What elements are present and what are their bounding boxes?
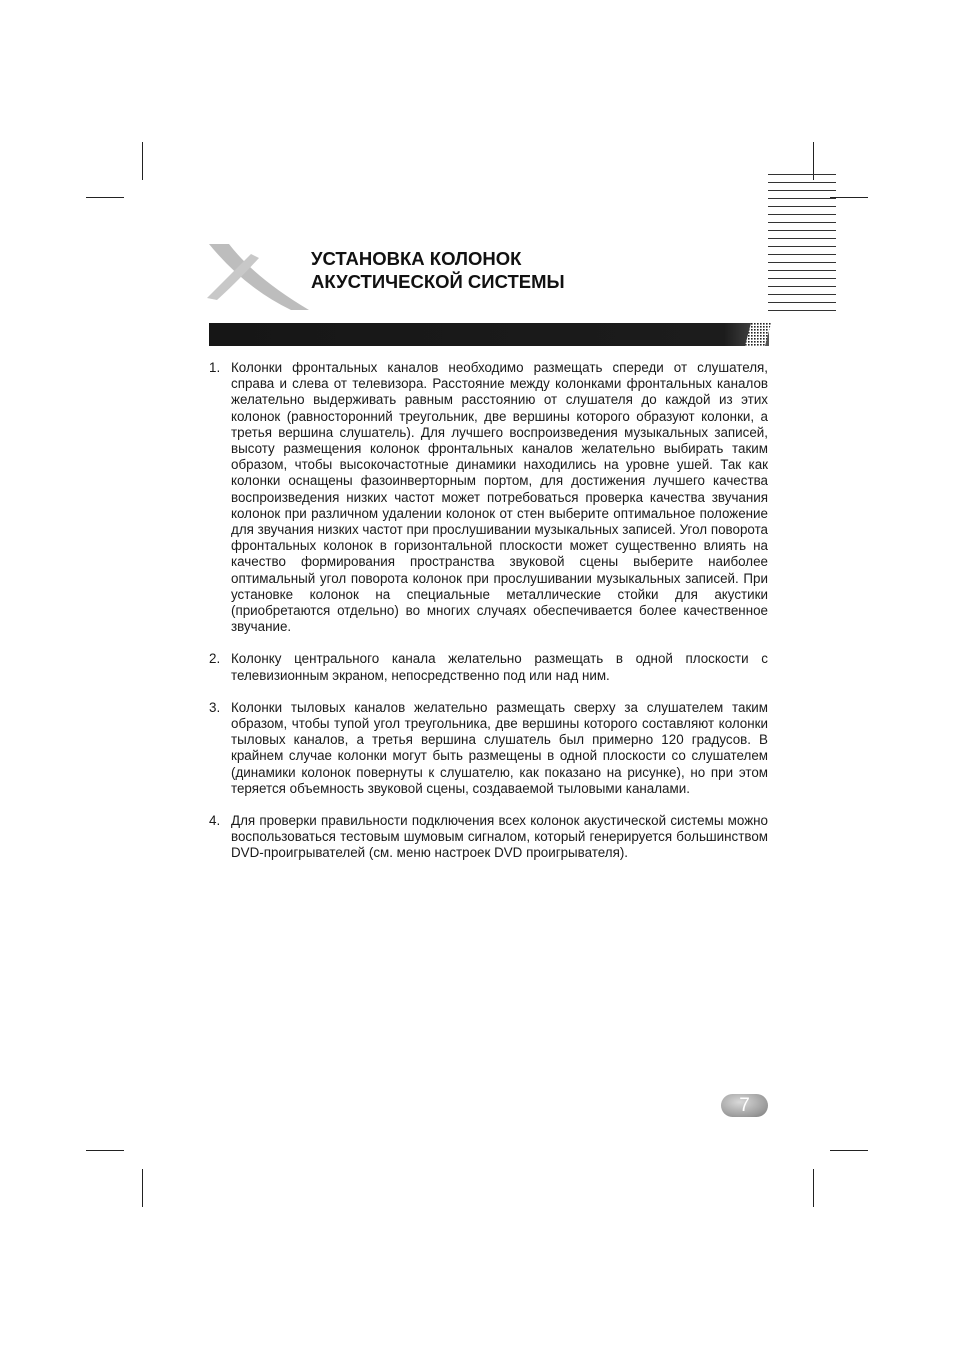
brand-x-logo <box>205 236 315 316</box>
crop-mark-top-left-horizontal <box>86 197 124 198</box>
page-title-line1: УСТАНОВКА КОЛОНОК <box>311 248 522 269</box>
crop-mark-bottom-right-horizontal <box>830 1150 868 1151</box>
page-number-badge: 7 <box>721 1094 768 1117</box>
page-title <box>311 247 565 293</box>
list-item-text: Колонки фронтальных каналов необходимо размещать спереди от слушателя, справа и слева от телевизора. Расстояние между колонками фронтальных каналов желательно выдерживать равным расстоянию от слушателя до каждой из этих колонок (равносторонний треугольник, две вершины которого образуют колонки, а третья вершина слушатель). Для лучшего воспроизведения музыкальных записей, высоту размещения колонок фронтальных каналов желательно выбирать таким образом, чтобы высокочастотные динамики находились на уровне ушей. Так как колонки оснащены фазоинверторным портом, для достижения лучшего качества воспроизведения низких частот может потребоваться проверка качества звучания колонок при различном удалении колонок от стен выберите оптимальное положение для звучания низких частот при прослушивании музыкальных записей. Угол поворота фронтальных колонок в горизонтальной плоскости может существенно влиять на качество формирования пространства звуковой сцены выберите наиболее оптимальный угол поворота колонок при прослушивании музыкальных записей. При установке колонок на специальные металлические стойки для акустики (приобретаются отдельно) во многих случаях обеспечивается более качественное звучание. <box>231 360 768 635</box>
header-bar-hatch <box>745 323 771 346</box>
crop-mark-top-left-vertical <box>142 142 143 180</box>
crop-mark-bottom-left-horizontal <box>86 1150 124 1151</box>
crop-mark-bottom-right-vertical <box>813 1169 814 1207</box>
list-item-number: 1. <box>209 360 221 375</box>
list-item <box>209 651 768 683</box>
decorative-stripes <box>768 174 836 318</box>
list-item-text: Колонку центрального канала желательно размещать в одной плоскости с телевизионным экраном, непосредственно под или над ним. <box>231 651 768 683</box>
list-item-number: 3. <box>209 699 221 715</box>
list-item-number: 2. <box>209 651 221 667</box>
crop-mark-bottom-left-vertical <box>142 1169 143 1207</box>
header-bar <box>209 323 769 346</box>
list-item <box>209 813 768 862</box>
page-title-line2: АКУСТИЧЕСКОЙ СИСТЕМЫ <box>311 271 565 292</box>
list-item-number: 4. <box>209 813 221 829</box>
list-item <box>209 360 768 635</box>
instructions-list <box>209 360 768 878</box>
list-item-text: Колонки тыловых каналов желательно размещать сверху за слушателем таким образом, чтобы тупой угол треугольника, две вершины которого составляют колонки тыловых каналов, а третья вершина слушатель был примерно 120 градусов. В крайнем случае колонки могут быть размещены в одной плоскости со слушателем (динамики колонок повернуты к слушателю, как показано на рисунке), но при этом теряется объемность звуковой сцены, создаваемой тыловыми каналами. <box>231 699 768 796</box>
list-item <box>209 700 768 797</box>
list-item-text: Для проверки правильности подключения всех колонок акустической системы можно воспользоваться тестовым шумовым сигналом, который генерируется большинством DVD-проигрывателей (см. меню настроек DVD проигрывателя). <box>231 813 768 861</box>
